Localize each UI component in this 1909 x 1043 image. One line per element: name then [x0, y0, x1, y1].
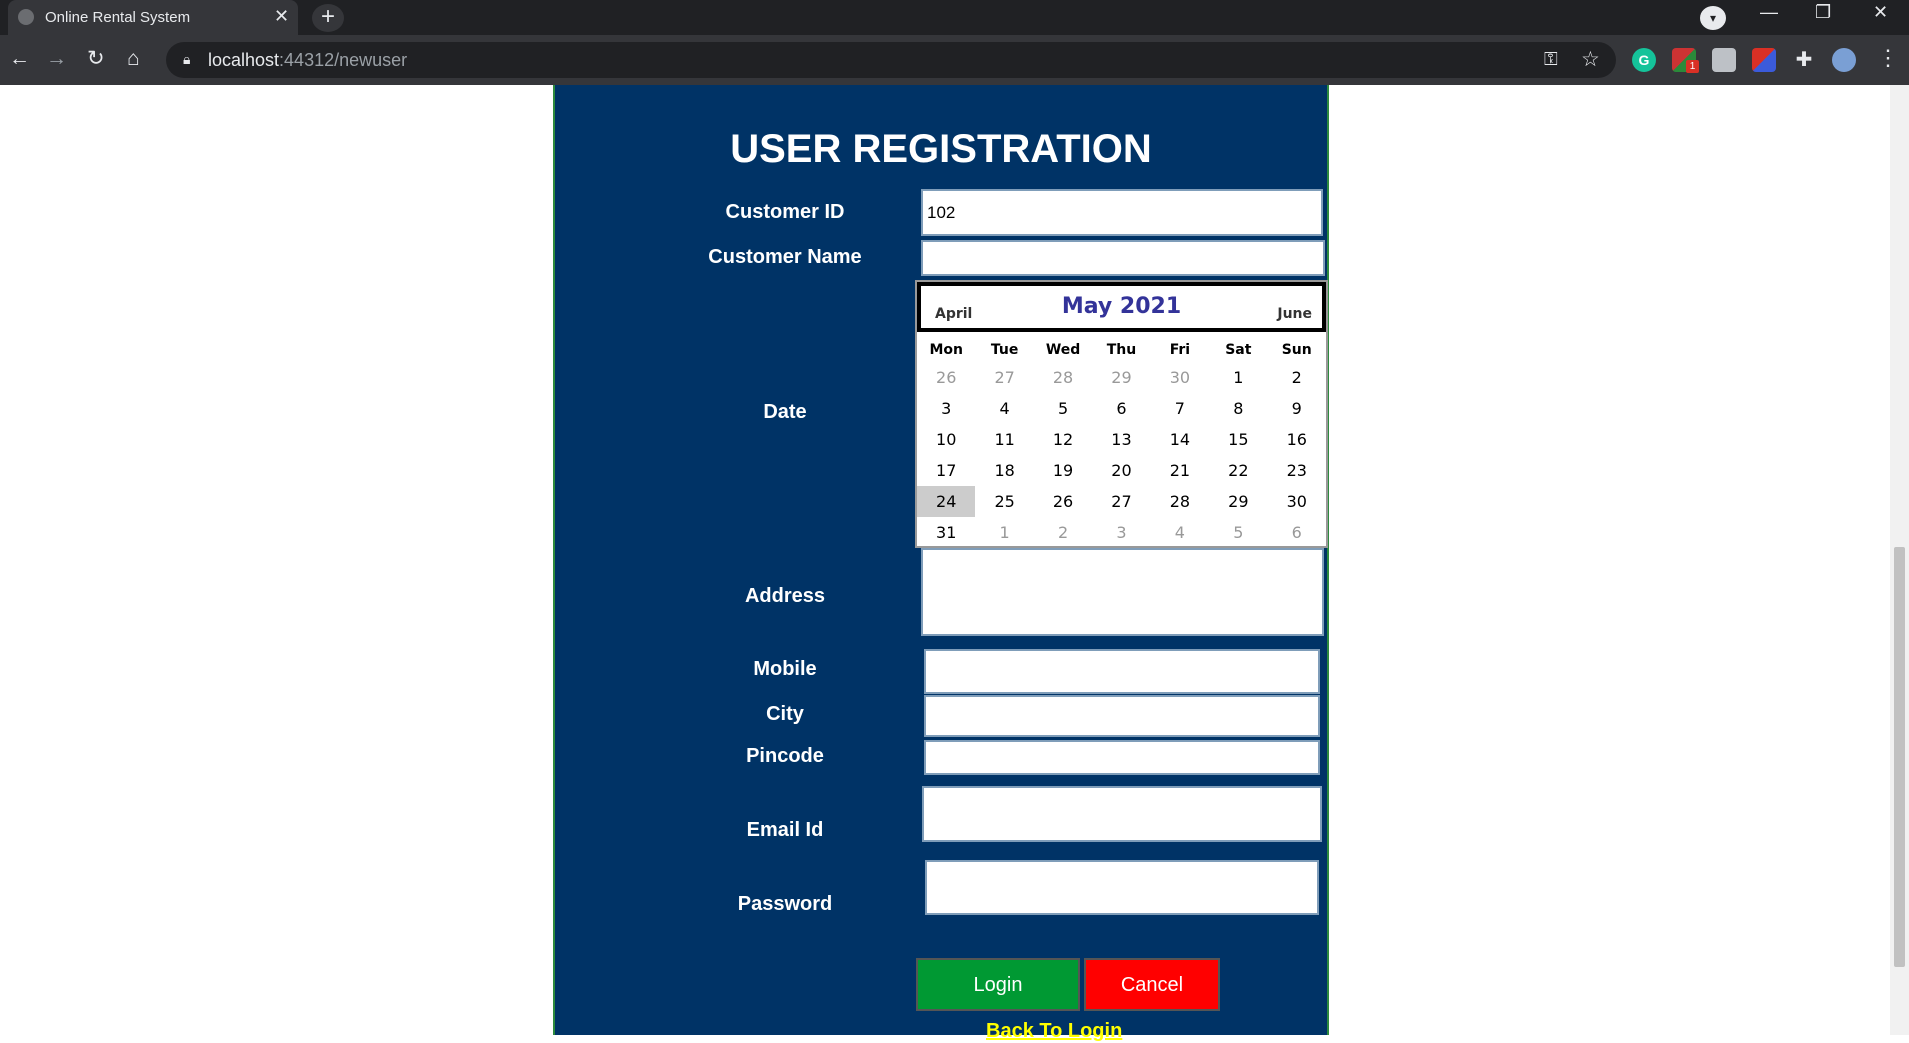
calendar-day[interactable]: 11 [994, 430, 1015, 449]
calendar-day[interactable]: 29 [1228, 492, 1249, 511]
calendar-day[interactable]: 5 [1057, 399, 1069, 418]
tab-strip [0, 0, 1909, 35]
page-viewport [0, 85, 1909, 1035]
puzzle-extensions-icon[interactable]: ✚ [1795, 49, 1813, 71]
city-label: City [766, 703, 804, 725]
calendar-day[interactable]: 1 [1233, 368, 1244, 387]
calendar-week-row [917, 486, 1326, 517]
forward-icon[interactable]: → [46, 47, 67, 70]
page-title: USER REGISTRATION [730, 127, 1152, 171]
avatar[interactable] [1832, 48, 1856, 72]
calendar-weekday: Tue [990, 342, 1019, 358]
extension-icon[interactable]: 1 [1672, 48, 1696, 72]
url-text[interactable]: localhost:44312/newuser [208, 50, 408, 70]
calendar-day[interactable]: 4 [1174, 523, 1185, 542]
calendar-grid [917, 338, 1326, 548]
calendar-day[interactable]: 1 [999, 523, 1010, 542]
calendar-day[interactable]: 13 [1111, 430, 1132, 449]
calendar-weekday: Sat [1225, 342, 1252, 358]
date-calendar [915, 280, 1328, 548]
calendar-day[interactable]: 26 [1052, 492, 1074, 511]
back-icon[interactable]: ← [9, 47, 30, 70]
calendar-weekday: Fri [1169, 342, 1191, 358]
tab-search-icon[interactable]: ▾ [1700, 6, 1726, 30]
extension-icon[interactable] [1752, 48, 1776, 72]
calendar-next-month[interactable]: June [1277, 306, 1312, 322]
email-label: Email Id [746, 819, 824, 841]
city-input[interactable] [924, 695, 1320, 737]
reload-icon[interactable]: ↻ [87, 47, 105, 70]
lock-icon[interactable]: 🔒︎ [183, 51, 191, 67]
home-icon[interactable]: ⌂ [127, 47, 140, 70]
customer-id-label: Customer ID [725, 201, 845, 223]
calendar-day[interactable]: 25 [994, 492, 1015, 511]
calendar-day[interactable]: 6 [1291, 523, 1302, 542]
close-window-icon[interactable]: ✕ [1873, 2, 1889, 22]
customer-id-input[interactable] [921, 189, 1323, 236]
globe-icon [18, 9, 34, 25]
email-input[interactable] [922, 786, 1322, 842]
registration-panel [553, 85, 1329, 1035]
calendar-day[interactable]: 31 [936, 523, 957, 542]
calendar-week-row [917, 517, 1326, 548]
calendar-week-row [917, 362, 1326, 393]
calendar-day[interactable]: 28 [1169, 492, 1191, 511]
calendar-weekday: Thu [1106, 342, 1137, 358]
customer-name-input[interactable] [921, 240, 1325, 276]
customer-name-label: Customer Name [708, 246, 862, 268]
calendar-day[interactable]: 8 [1233, 399, 1244, 418]
browser-toolbar [0, 35, 1909, 85]
calendar-weekday: Mon [929, 342, 963, 358]
calendar-day[interactable]: 16 [1286, 430, 1307, 449]
minimize-icon[interactable]: — [1760, 2, 1778, 22]
key-icon[interactable]: ⚿ [1544, 49, 1558, 69]
calendar-day[interactable]: 24 [917, 486, 975, 517]
address-bar[interactable] [166, 42, 1616, 78]
calendar-day[interactable]: 2 [1291, 368, 1302, 387]
calendar-weekday: Wed [1045, 342, 1081, 358]
calendar-day[interactable]: 15 [1228, 430, 1249, 449]
calendar-header [917, 282, 1326, 332]
calendar-day[interactable]: 3 [941, 399, 952, 418]
calendar-weekday: Sun [1281, 342, 1312, 358]
calendar-week-row [917, 455, 1326, 486]
cancel-button[interactable]: Cancel [1084, 958, 1220, 1011]
address-label: Address [744, 585, 826, 607]
calendar-day[interactable]: 19 [1052, 461, 1074, 480]
calendar-day[interactable]: 23 [1286, 461, 1307, 480]
calendar-day[interactable]: 2 [1057, 523, 1069, 542]
pincode-input[interactable] [924, 740, 1320, 775]
new-tab-button[interactable]: + [312, 4, 344, 32]
back-to-login-link[interactable]: Back To Login [986, 1020, 1123, 1042]
calendar-day[interactable]: 18 [994, 461, 1015, 480]
date-label: Date [763, 401, 807, 423]
address-textarea[interactable] [921, 548, 1324, 636]
extension-icon[interactable] [1712, 48, 1736, 72]
calendar-day[interactable]: 30 [1169, 368, 1191, 387]
mobile-label: Mobile [753, 658, 817, 680]
close-tab-icon[interactable]: ✕ [274, 6, 290, 26]
calendar-day[interactable]: 10 [936, 430, 957, 449]
menu-icon[interactable]: ⋮ [1877, 45, 1899, 70]
calendar-title: May 2021 [1061, 294, 1182, 319]
grammarly-extension-icon[interactable]: G [1632, 48, 1656, 72]
calendar-week-row [917, 424, 1326, 455]
calendar-day[interactable]: 4 [999, 399, 1010, 418]
calendar-day[interactable]: 5 [1233, 523, 1244, 542]
calendar-weekdays [917, 338, 1326, 362]
calendar-week-row [917, 393, 1326, 424]
calendar-day[interactable]: 17 [936, 461, 957, 480]
bookmark-star-icon[interactable]: ☆ [1581, 48, 1600, 71]
calendar-day[interactable]: 29 [1111, 368, 1132, 387]
calendar-day[interactable]: 21 [1169, 461, 1191, 480]
calendar-day[interactable]: 26 [936, 368, 957, 387]
calendar-day[interactable]: 20 [1111, 461, 1132, 480]
calendar-day[interactable]: 27 [1111, 492, 1132, 511]
calendar-day[interactable]: 6 [1116, 399, 1127, 418]
calendar-day[interactable]: 9 [1291, 399, 1302, 418]
tab-title: Online Rental System [45, 9, 191, 26]
browser-tab[interactable] [8, 0, 298, 35]
calendar-day[interactable]: 22 [1228, 461, 1249, 480]
calendar-day[interactable]: 12 [1052, 430, 1074, 449]
calendar-weeks [917, 362, 1326, 548]
scrollbar-thumb[interactable] [1894, 547, 1905, 967]
calendar-day[interactable]: 28 [1052, 368, 1074, 387]
pincode-label: Pincode [746, 745, 824, 767]
login-button[interactable]: Login [916, 958, 1080, 1011]
restore-icon[interactable]: ❐ [1815, 2, 1832, 22]
calendar-day[interactable]: 27 [994, 368, 1015, 387]
page-scrollbar[interactable] [1890, 85, 1909, 1035]
password-label: Password [737, 893, 833, 915]
mobile-input[interactable] [924, 649, 1320, 694]
calendar-prev-month[interactable]: April [935, 306, 973, 322]
calendar-day[interactable]: 3 [1116, 523, 1127, 542]
calendar-day[interactable]: 7 [1174, 399, 1185, 418]
calendar-day[interactable]: 30 [1286, 492, 1307, 511]
password-input[interactable] [925, 860, 1319, 915]
calendar-day[interactable]: 14 [1169, 430, 1191, 449]
